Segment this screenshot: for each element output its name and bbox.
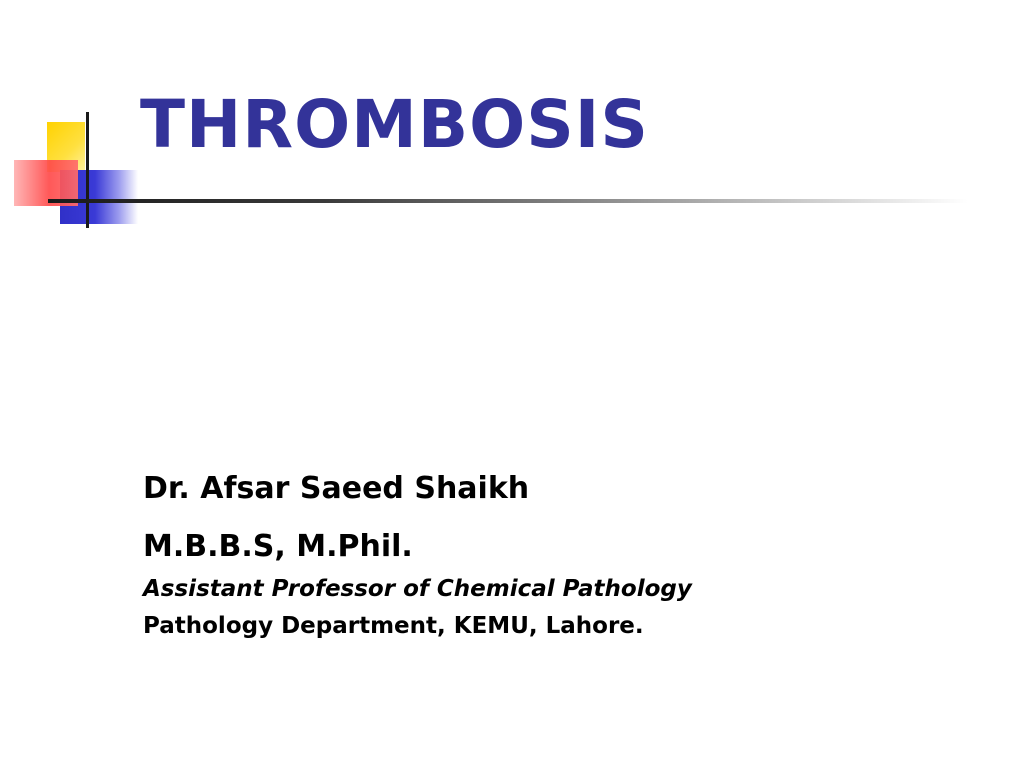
- author-position: Assistant Professor of Chemical Pathology: [143, 576, 692, 602]
- author-name: Dr. Afsar Saeed Shaikh: [143, 471, 530, 506]
- title-underline: [48, 199, 968, 203]
- author-department: Pathology Department, KEMU, Lahore.: [143, 613, 644, 639]
- slide-title: THROMBOSIS: [140, 86, 649, 163]
- author-degrees: M.B.B.S, M.Phil.: [143, 529, 413, 564]
- author-info: [143, 471, 692, 639]
- logo-vertical-line: [86, 112, 89, 228]
